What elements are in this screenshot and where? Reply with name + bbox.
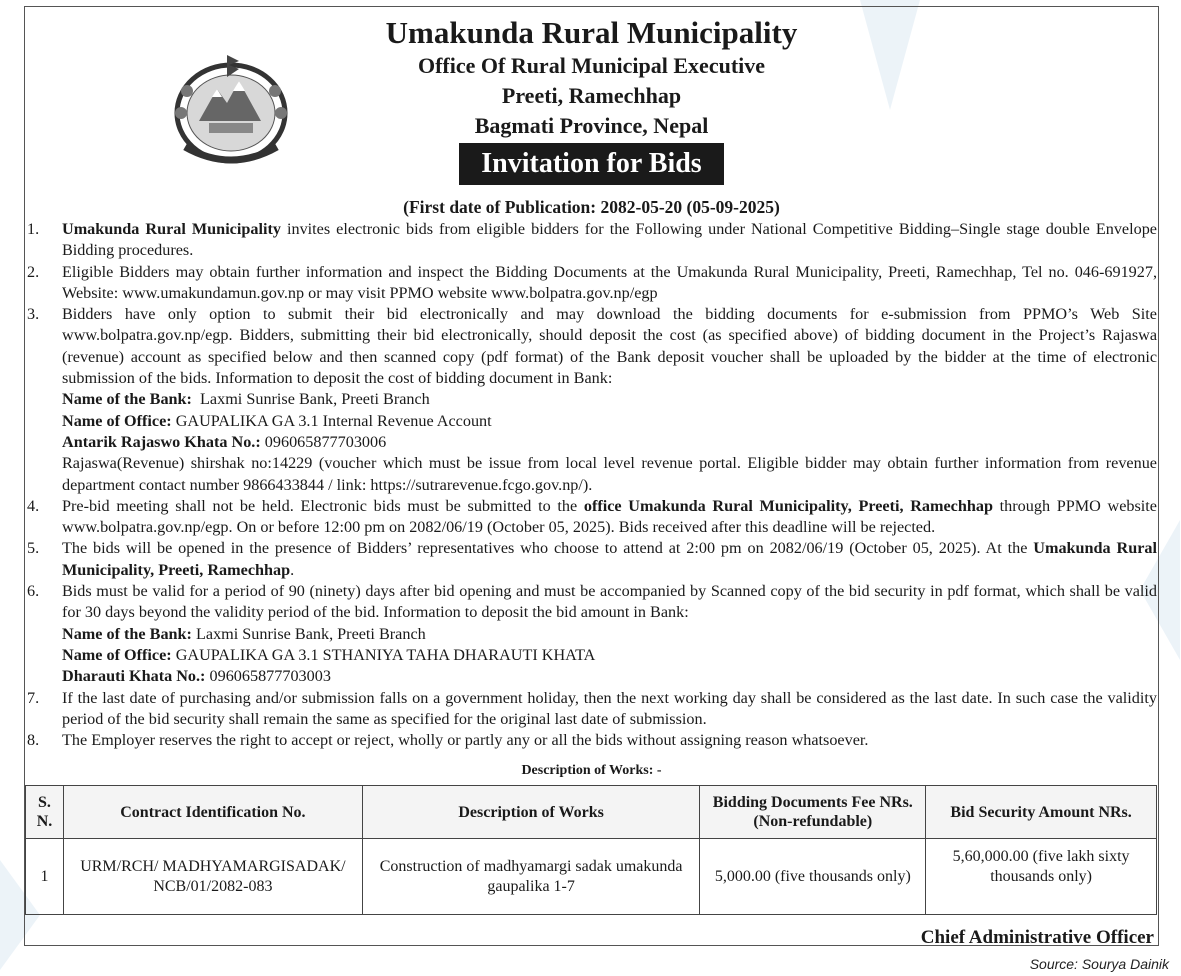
works-table (25, 785, 1157, 915)
khata-value: 096065877703003 (205, 667, 331, 686)
item-text: through PPMO website www.bolpatra.gov.np/egp. On or before 12:00 pm on 2082/06/19 (October 05, 2025). Bids received after this deadline will be rejected. (62, 496, 1157, 537)
khata-label: Dharauti Khata No.: (62, 667, 206, 686)
item-text: The bids will be opened in the presence of Bidders’ representatives who choose to attend at 2:00 pm on 2082/06/19 (October 05, 2025). At the (62, 539, 1034, 558)
notice-items (25, 219, 1157, 751)
table-row (26, 839, 1157, 915)
works-heading: Description of Works: - (521, 763, 662, 778)
khata-line (62, 666, 1157, 687)
item-text: If the last date of purchasing and/or submission falls on a government holiday, then the next working day shall be considered as the last date. In such case the validity period of the bid security shall remain the same as specified for the original last date of submission. (62, 688, 1157, 728)
publication-date: (First date of Publication: 2082-05-20 (05-09-2025) (403, 197, 780, 217)
office-value: GAUPALIKA GA 3.1 STHANIYA TAHA DHARAUTI KHATA (171, 645, 596, 664)
item-number: 4. (27, 496, 40, 515)
khata-value: 096065877703006 (260, 432, 387, 451)
column-header-fee: Bidding Documents Fee NRs. (Non-refundable) (700, 786, 926, 839)
list-item (25, 538, 1157, 581)
item-number: 1. (27, 220, 40, 238)
bank-value: Laxmi Sunrise Bank, Preeti Branch (191, 390, 430, 409)
notice-document (24, 6, 1159, 946)
item-number: 7. (27, 688, 40, 707)
cell-security: 5,60,000.00 (five lakh sixty thousands only) (926, 839, 1157, 915)
khata-label: Antarik Rajaswo Khata No.: (62, 432, 261, 451)
item-bold: Umakunda Rural Municipality, Preeti, Ramechhap (62, 539, 1158, 579)
item-number: 5. (27, 539, 40, 558)
cell-fee: 5,000.00 (five thousands only) (700, 839, 926, 915)
item-text: The Employer reserves the right to accept or reject, wholly or partly any or all the bids without assigning reason whatsoever. (62, 731, 869, 750)
signatory-title: Chief Administrative Officer (920, 927, 1154, 948)
table-header-row (26, 786, 1157, 839)
office-location: Preeti, Ramechhap (501, 83, 682, 108)
list-item (25, 688, 1157, 731)
item-text: Bidders have only option to submit their bid electronically and may download the bidding documents for e-submission from PPMO’s Web Site www.bolpatra.gov.np/egp. Bidders, submitting their bid electronically, should deposit the cost (as specified above) of bidding document in the Project’s Rajaswa (revenue) account as specified below and then scanned copy (pdf format) of the Bank deposit voucher shall be uploaded by the bidder at the time of electronic submission of the bids. Information to deposit the cost of bidding document in Bank: (62, 305, 1157, 388)
office-name: Office Of Rural Municipal Executive (417, 53, 766, 78)
list-item (25, 496, 1157, 539)
office-line (62, 645, 1157, 666)
list-item (25, 730, 1157, 751)
cell-contract-id: URM/RCH/ MADHYAMARGISADAK/ NCB/01/2082-083 (63, 839, 362, 915)
list-item (25, 262, 1157, 305)
item-number: 8. (27, 731, 40, 750)
office-line (62, 411, 1157, 432)
column-header-security: Bid Security Amount NRs. (926, 786, 1157, 839)
list-item (25, 304, 1157, 496)
column-header-contract-id: Contract Identification No. (63, 786, 362, 839)
bank-label: Name of the Bank: (62, 390, 192, 409)
notice-header (25, 15, 1158, 185)
list-item (25, 581, 1157, 687)
revenue-info: Rajaswa(Revenue) shirshak no:14229 (voucher which must be issue from local level revenue portal. Eligible bidder may obtain further information from revenue department contact number 9866433844 / link: https://sutrarevenue.fcgo.gov.np/). (62, 454, 1157, 494)
list-item (25, 219, 1157, 262)
column-header-description: Description of Works (362, 786, 700, 839)
item-number: 3. (27, 305, 40, 324)
bank-line (62, 624, 1157, 645)
office-value: GAUPALIKA GA 3.1 Internal Revenue Account (171, 411, 492, 430)
bank-label: Name of the Bank: (62, 624, 192, 643)
khata-line (62, 432, 1157, 453)
item-text: invites electronic bids from eligible bidders for the Following under National Competitive Bidding–Single stage double Envelope Bidding procedures. (62, 220, 1157, 260)
item-text: Eligible Bidders may obtain further information and inspect the Bidding Documents at the Umakunda Rural Municipality, Preeti, Ramechhap, Tel no. 046-691927, Website: www.umakundamun.gov.np or may visit PPMO website www.bolpatra.gov.np/egp (62, 262, 1157, 302)
item-text: . (290, 560, 295, 579)
item-text: Pre-bid meeting shall not be held. Electronic bids must be submitted to the (62, 496, 584, 515)
office-label: Name of Office: (62, 645, 172, 664)
bank-value: Laxmi Sunrise Bank, Preeti Branch (191, 624, 426, 643)
municipality-title: Umakunda Rural Municipality (385, 15, 798, 50)
item-text: Bids must be valid for a period of 90 (ninety) days after bid opening and must be accompanied by Scanned copy of the bid security in pdf format, which shall be valid for 30 days beyond the validity period of the bid. Information to deposit the bid amount in Bank: (62, 582, 1157, 622)
office-label: Name of Office: (62, 411, 172, 430)
item-lead: Umakunda Rural Municipality (62, 220, 281, 238)
cell-sn: 1 (26, 839, 64, 915)
item-number: 6. (27, 582, 40, 601)
item-number: 2. (27, 262, 40, 281)
source-credit: Source: Sourya Dainik (1029, 956, 1169, 972)
item-bold: office Umakunda Rural Municipality, Preeti, Ramechhap (583, 496, 993, 515)
bank-line (62, 389, 1157, 410)
column-header-sn: S. N. (26, 786, 64, 839)
cell-description: Construction of madhyamargi sadak umakunda gaupalika 1-7 (362, 839, 700, 915)
province-line: Bagmati Province, Nepal (474, 113, 709, 138)
notice-type-banner: Invitation for Bids (459, 143, 723, 185)
